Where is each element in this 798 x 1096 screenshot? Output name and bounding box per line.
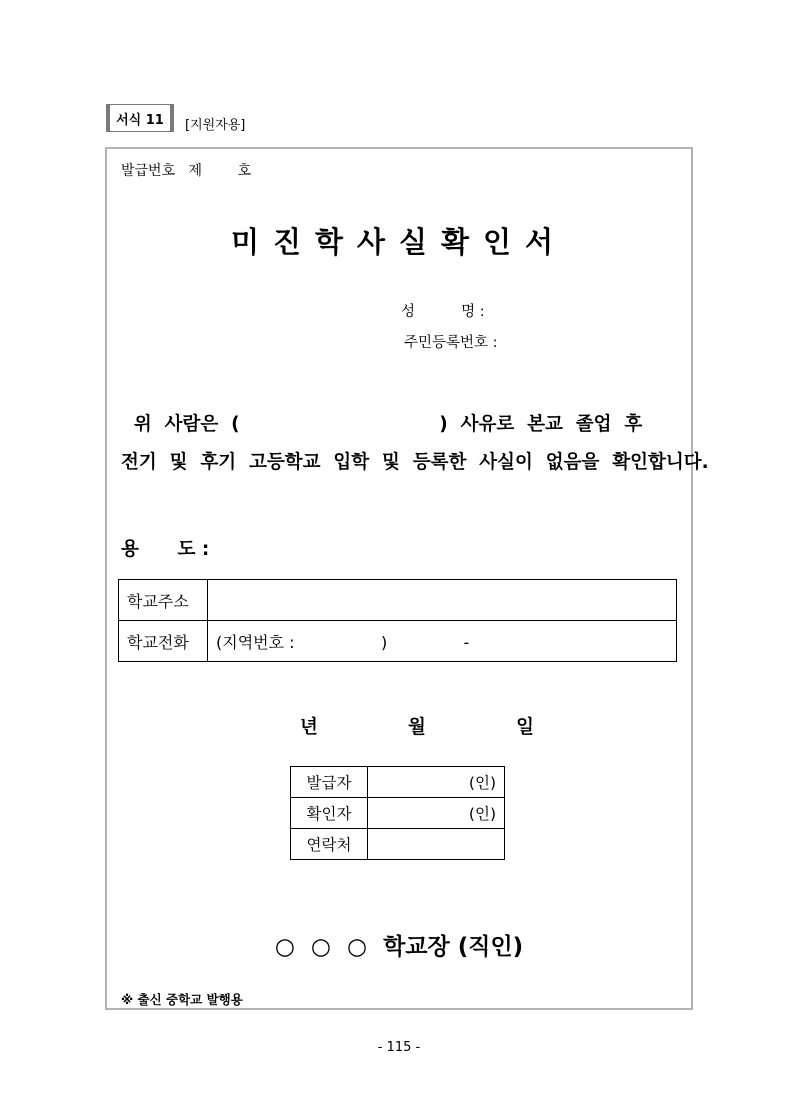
- statement-line-1: 위 사람은 ( ) 사유로 본교 졸업 후: [121, 414, 643, 435]
- footnote: ※ 출신 중학교 발행용: [121, 992, 243, 1007]
- table-row: [291, 829, 505, 860]
- page-number: - 115 -: [377, 1040, 421, 1055]
- form-subtitle: [지원자용]: [185, 118, 246, 133]
- school-phone-label: 학교전화: [119, 621, 208, 662]
- school-address-label: 학교주소: [119, 580, 208, 621]
- table-row: [119, 621, 677, 662]
- statement-line-2: 전기 및 후기 고등학교 입학 및 등록한 사실이 없음을 확인합니다.: [121, 452, 709, 473]
- name-field-label: 성 명 :: [401, 304, 485, 320]
- issuer-seal: (인): [368, 767, 505, 798]
- form-number-label: 서식 11: [116, 112, 164, 128]
- resident-number-field-label: 주민등록번호 :: [404, 335, 498, 351]
- school-info-table: [118, 579, 677, 662]
- issue-number: 발급번호 제 호: [121, 163, 252, 179]
- document-title: 미진학사실확인서: [230, 225, 568, 259]
- table-row: [291, 798, 505, 829]
- contact-label: 연락처: [291, 829, 368, 860]
- issuer-label: 발급자: [291, 767, 368, 798]
- table-row: [119, 580, 677, 621]
- table-row: [291, 767, 505, 798]
- verifier-seal: (인): [368, 798, 505, 829]
- verifier-label: 확인자: [291, 798, 368, 829]
- principal-seal-line: ○ ○ ○ 학교장 (직인): [274, 934, 524, 960]
- date-line: 년 월 일: [300, 717, 534, 738]
- form-number-tag: [106, 104, 174, 132]
- contact-value: [368, 829, 505, 860]
- school-address-value: [208, 580, 677, 621]
- school-phone-value: (지역번호 : ) -: [208, 621, 677, 662]
- signature-table: [290, 766, 505, 860]
- usage-label: 용 도 :: [121, 539, 210, 560]
